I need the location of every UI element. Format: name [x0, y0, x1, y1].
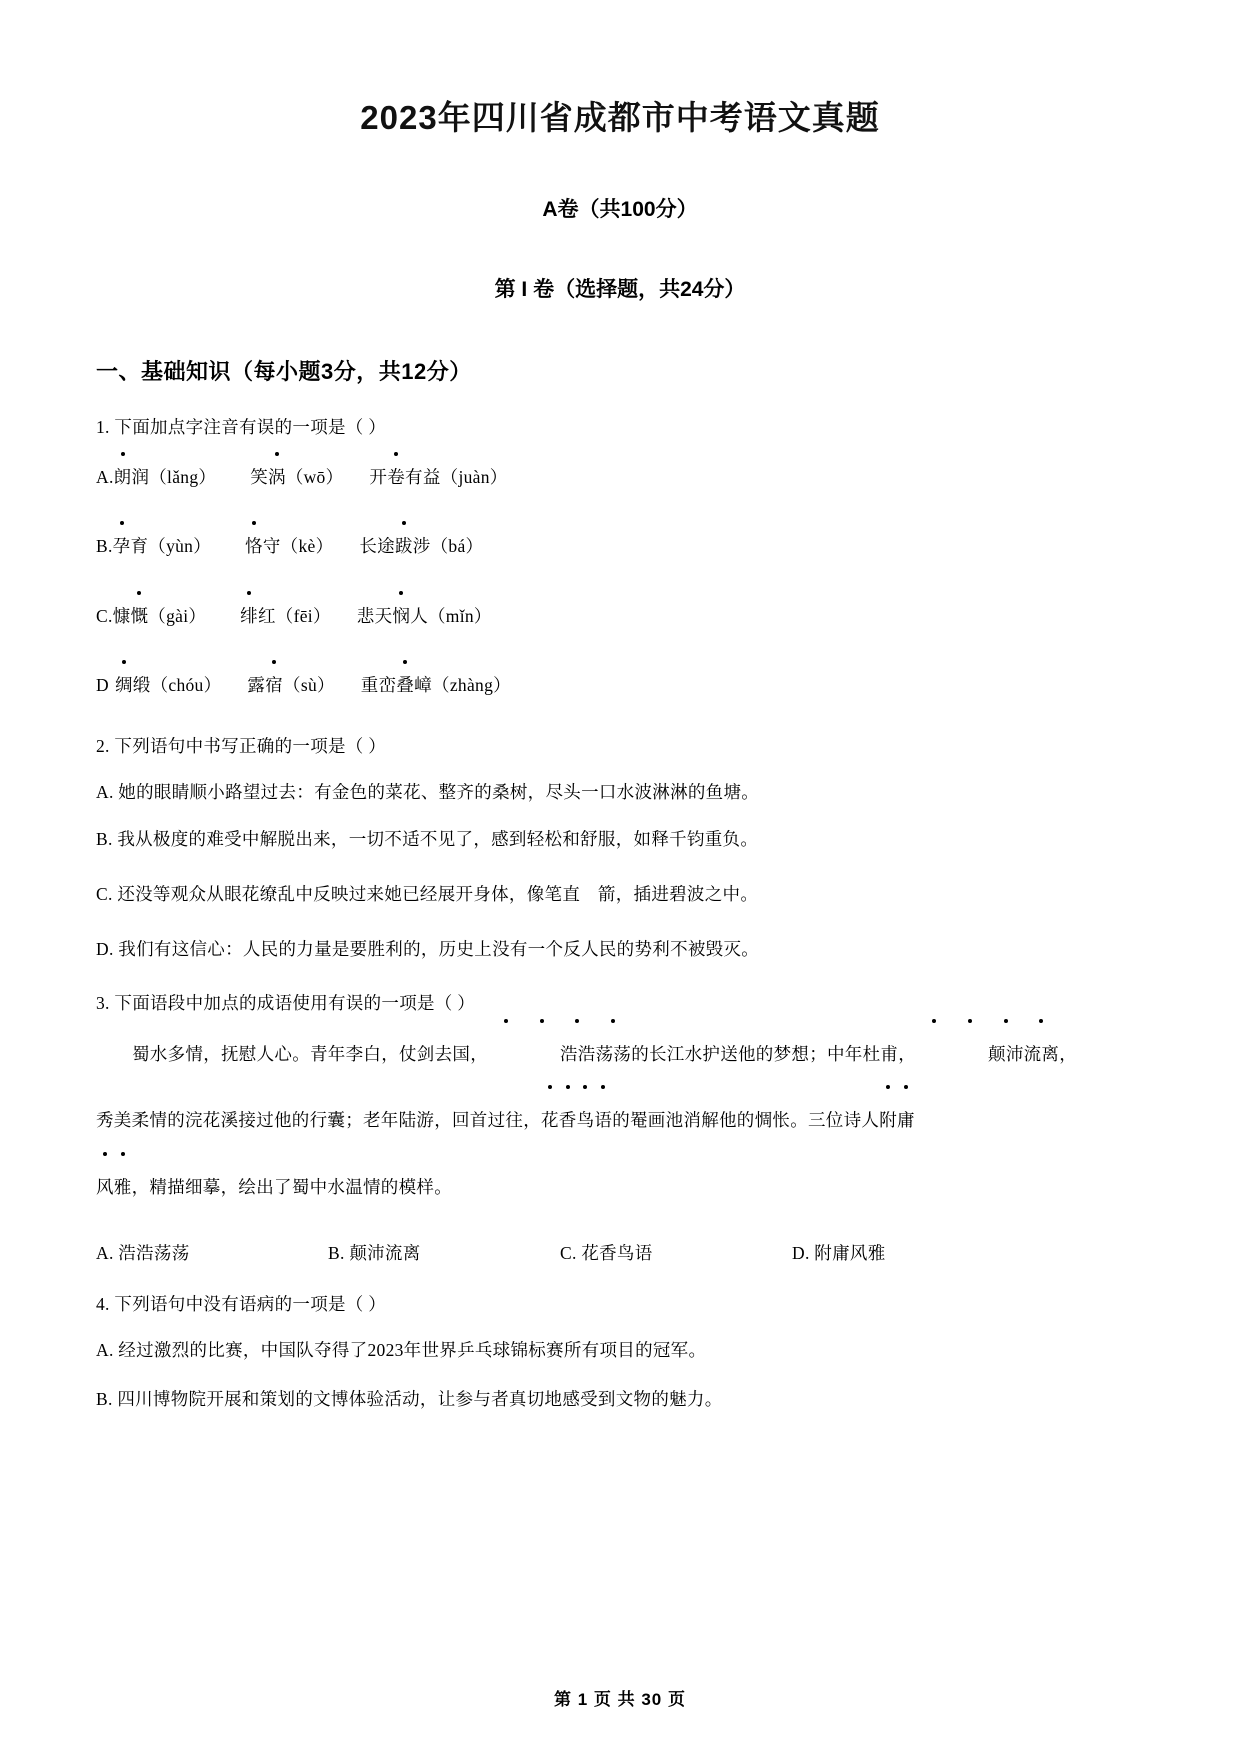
- question-4-option-a: A. 经过激烈的比赛，中国队夺得了2023年世界乒乓球锦标赛所有项目的冠军。: [96, 1339, 707, 1360]
- question-2-option-d: D. 我们有这信心：人民的力量是要胜利的，历史上没有一个反人民的势利不被毁灭。: [96, 939, 760, 960]
- emphasis-idiom-fengya: 风雅: [96, 1165, 132, 1210]
- option-label: B.: [96, 536, 113, 557]
- option-item-2: 恪守（kè）: [245, 536, 333, 556]
- emphasis-idiom-huaxiangniaoyu: 花香鸟语: [541, 1098, 612, 1143]
- question-1-option-b: [96, 491, 1144, 560]
- emphasis-dots: [541, 1085, 612, 1089]
- emphasis-dots: [96, 1152, 132, 1156]
- emphasis-idiom-fuyong: 附庸: [879, 1098, 915, 1143]
- emphasis-dot-char: 叠: [396, 672, 414, 699]
- emphasis-idiom-haohaodangdang: 浩浩荡荡: [488, 1032, 631, 1077]
- option-item-3: 重峦叠嶂（zhàng）: [361, 675, 511, 695]
- part-one-heading: 一、基础知识（每小题3分，共12分）: [96, 359, 472, 384]
- option-label: C.: [96, 605, 113, 626]
- option-label: A.: [96, 467, 114, 488]
- question-1-option-a: [96, 440, 1144, 491]
- option-item-1: 朗润（lǎng）: [114, 467, 217, 487]
- question-3-choices: [96, 1210, 1144, 1265]
- option-item-1: 慷慨（gài）: [113, 606, 207, 626]
- option-label: D: [96, 674, 109, 695]
- emphasis-dot-char: 悯: [392, 603, 410, 630]
- question-1-stem: 1. 下面加点字注音有误的一项是（ ）: [96, 417, 387, 437]
- emphasis-dot-char: 孕: [113, 533, 131, 560]
- question-4-stem: 4. 下列语句中没有语病的一项是（ ）: [96, 1293, 387, 1314]
- emphasis-dot-char: 绸: [115, 672, 133, 699]
- paper-label: A卷（共100分）: [542, 198, 698, 221]
- option-item-3: 长途跋涉（bá）: [359, 536, 483, 556]
- option-item-2: 绯红（fēi）: [240, 606, 331, 626]
- emphasis-dot-char: 恪: [245, 533, 263, 560]
- question-2-option-b: B. 我从极度的难受中解脱出来，一切不适不见了，感到轻松和舒服，如释千钧重负。: [96, 829, 759, 850]
- emphasis-idiom-dianpeiliuli: 颠沛流离: [916, 1032, 1059, 1077]
- question-3-passage-line-3: 风雅，精描细摹，绘出了蜀中水温情的模样。: [96, 1143, 1144, 1210]
- emphasis-dot-char: 卷: [387, 464, 405, 491]
- emphasis-dot-char: 朗: [114, 464, 132, 491]
- question-3-choice-a: A. 浩浩荡荡: [96, 1242, 190, 1263]
- option-item-3: 悲天悯人（mǐn）: [357, 606, 492, 626]
- question-1-option-c: [96, 561, 1144, 630]
- question-2-option-a: A. 她的眼睛顺小路望过去：有金色的菜花、整齐的桑树，尽头一口水波淋淋的鱼塘。: [96, 782, 760, 802]
- emphasis-dot-char: 跋: [395, 533, 413, 560]
- emphasis-dot-char: 慨: [130, 603, 148, 630]
- question-3-choice-b: B. 颠沛流离: [328, 1242, 421, 1263]
- option-item-1: 绸缎（chóu）: [115, 675, 221, 695]
- emphasis-dot-char: 涡: [268, 464, 286, 491]
- page-footer: 第 1 页 共 30 页: [554, 1690, 686, 1709]
- question-3-choice-d: D. 附庸风雅: [792, 1242, 886, 1263]
- question-2-stem: 2. 下列语句中书写正确的一项是（ ）: [96, 735, 387, 756]
- question-2-option-c: C. 还没等观众从眼花缭乱中反映过来她已经展开身体，像笔直 箭，插进碧波之中。: [96, 884, 759, 905]
- question-4-option-b: B. 四川博物院开展和策划的文博体验活动，让参与者真切地感受到文物的魅力。: [96, 1389, 723, 1409]
- emphasis-dots: [488, 1019, 631, 1023]
- option-item-1: 孕育（yùn）: [113, 536, 211, 556]
- option-item-2: 露宿（sù）: [247, 675, 334, 695]
- question-3-choice-c: C. 花香鸟语: [560, 1242, 653, 1263]
- emphasis-dot-char: 宿: [265, 672, 283, 699]
- page-title: 2023年四川省成都市中考语文真题: [360, 99, 880, 136]
- emphasis-dots: [879, 1085, 915, 1089]
- question-3-stem: 3. 下面语段中加点的成语使用有误的一项是（ ）: [96, 992, 476, 1013]
- question-3-passage-line-1: 蜀水多情，抚慰人心。青年李白，仗剑去国， 浩浩荡荡的长江水护送他的梦想；中年杜甫， 颠沛流离，: [96, 1016, 1144, 1077]
- question-1-option-d: [96, 630, 1144, 699]
- question-3-passage-line-2: 秀美柔情的浣花溪接过他的行囊；老年陆游，回首过往， 花香鸟语的罨画池消解他的惆怅。三位诗人 附庸: [96, 1076, 1144, 1143]
- option-item-3: 开卷有益（juàn）: [369, 467, 507, 487]
- section-label: 第 I 卷（选择题，共24分）: [494, 278, 746, 301]
- emphasis-dots: [916, 1019, 1059, 1023]
- emphasis-dot-char: 绯: [240, 603, 258, 630]
- option-item-2: 笑涡（wō）: [250, 467, 343, 487]
